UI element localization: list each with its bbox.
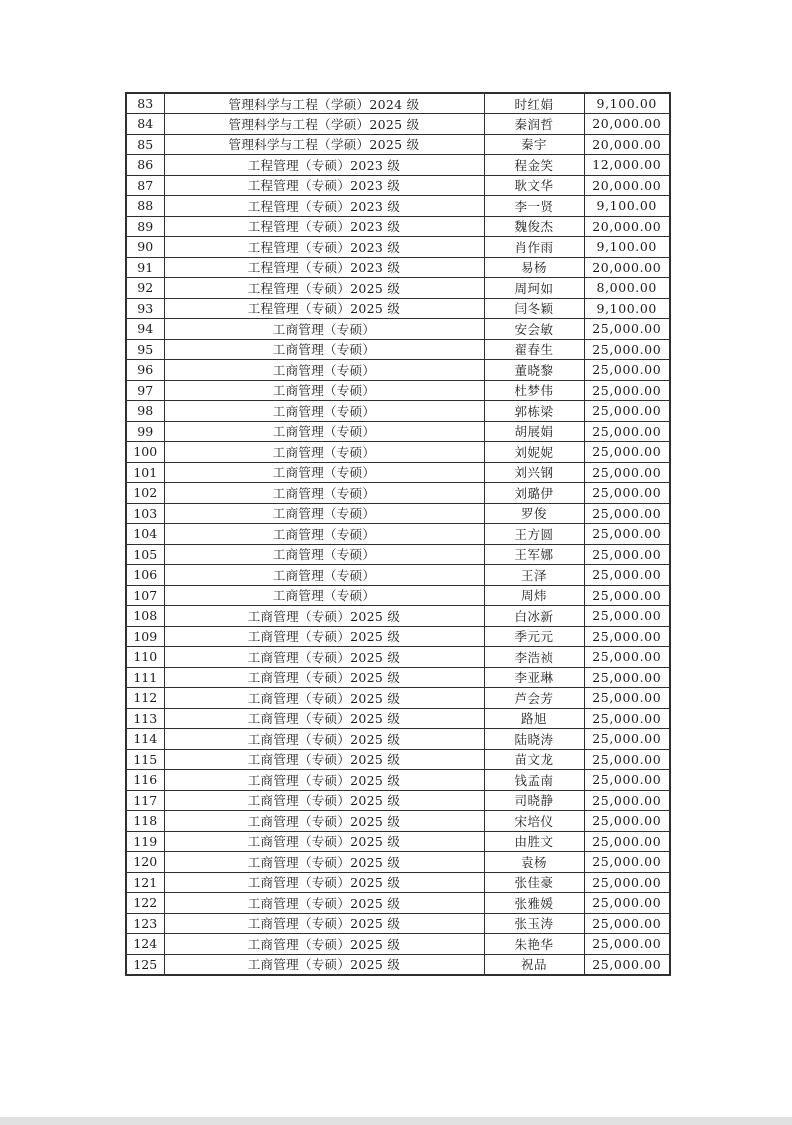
student-name-cell: 袁杨 — [484, 852, 584, 873]
row-number-cell: 123 — [126, 913, 164, 934]
student-name-cell: 刘兴钢 — [484, 462, 584, 483]
program-cell: 工商管理（专硕）2025 级 — [164, 811, 484, 832]
amount-cell: 25,000.00 — [584, 729, 670, 750]
student-name-cell: 朱艳华 — [484, 934, 584, 955]
program-cell: 工商管理（专硕） — [164, 483, 484, 504]
row-number-cell: 94 — [126, 319, 164, 340]
amount-cell: 20,000.00 — [584, 216, 670, 237]
amount-cell: 25,000.00 — [584, 831, 670, 852]
amount-cell: 25,000.00 — [584, 421, 670, 442]
program-cell: 工商管理（专硕）2025 级 — [164, 934, 484, 955]
student-name-cell: 闫冬颖 — [484, 298, 584, 319]
table-row — [126, 298, 670, 319]
table-row — [126, 380, 670, 401]
table-row — [126, 708, 670, 729]
table-row — [126, 196, 670, 217]
row-number-cell: 97 — [126, 380, 164, 401]
program-cell: 工商管理（专硕）2025 级 — [164, 626, 484, 647]
student-name-cell: 程金笑 — [484, 155, 584, 176]
amount-cell: 25,000.00 — [584, 483, 670, 504]
student-name-cell: 翟春生 — [484, 339, 584, 360]
student-name-cell: 易杨 — [484, 257, 584, 278]
program-cell: 工商管理（专硕） — [164, 421, 484, 442]
table-row — [126, 319, 670, 340]
student-name-cell: 郭栋梁 — [484, 401, 584, 422]
row-number-cell: 121 — [126, 872, 164, 893]
student-name-cell: 司晓静 — [484, 790, 584, 811]
amount-cell: 8,000.00 — [584, 278, 670, 299]
amount-cell: 25,000.00 — [584, 913, 670, 934]
student-name-cell: 王军娜 — [484, 544, 584, 565]
amount-cell: 25,000.00 — [584, 934, 670, 955]
row-number-cell: 101 — [126, 462, 164, 483]
row-number-cell: 118 — [126, 811, 164, 832]
row-number-cell: 98 — [126, 401, 164, 422]
row-number-cell: 120 — [126, 852, 164, 873]
row-number-cell: 117 — [126, 790, 164, 811]
table-row — [126, 93, 670, 114]
program-cell: 工商管理（专硕）2025 级 — [164, 954, 484, 975]
amount-cell: 25,000.00 — [584, 811, 670, 832]
table-row — [126, 175, 670, 196]
row-number-cell: 99 — [126, 421, 164, 442]
row-number-cell: 113 — [126, 708, 164, 729]
student-name-cell: 李一贤 — [484, 196, 584, 217]
student-name-cell: 耿文华 — [484, 175, 584, 196]
amount-cell: 25,000.00 — [584, 380, 670, 401]
program-cell: 工商管理（专硕） — [164, 360, 484, 381]
program-cell: 管理科学与工程（学硕）2024 级 — [164, 93, 484, 114]
amount-cell: 25,000.00 — [584, 893, 670, 914]
table-row — [126, 462, 670, 483]
table-row — [126, 626, 670, 647]
table-row — [126, 544, 670, 565]
program-cell: 管理科学与工程（学硕）2025 级 — [164, 134, 484, 155]
table-row — [126, 257, 670, 278]
table-container — [125, 92, 671, 976]
row-number-cell: 86 — [126, 155, 164, 176]
student-name-cell: 董晓黎 — [484, 360, 584, 381]
row-number-cell: 89 — [126, 216, 164, 237]
table-row — [126, 216, 670, 237]
program-cell: 工商管理（专硕） — [164, 462, 484, 483]
table-row — [126, 483, 670, 504]
student-name-cell: 路旭 — [484, 708, 584, 729]
student-name-cell: 王方圆 — [484, 524, 584, 545]
amount-cell: 9,100.00 — [584, 93, 670, 114]
row-number-cell: 112 — [126, 688, 164, 709]
row-number-cell: 114 — [126, 729, 164, 750]
row-number-cell: 88 — [126, 196, 164, 217]
amount-cell: 25,000.00 — [584, 606, 670, 627]
student-name-cell: 罗俊 — [484, 503, 584, 524]
table-row — [126, 913, 670, 934]
amount-cell: 25,000.00 — [584, 708, 670, 729]
table-row — [126, 360, 670, 381]
table-body — [126, 93, 670, 975]
table-row — [126, 421, 670, 442]
amount-cell: 25,000.00 — [584, 626, 670, 647]
amount-cell: 20,000.00 — [584, 114, 670, 135]
program-cell: 工程管理（专硕）2023 级 — [164, 175, 484, 196]
table-row — [126, 831, 670, 852]
student-name-cell: 白冰新 — [484, 606, 584, 627]
table-row — [126, 524, 670, 545]
row-number-cell: 106 — [126, 565, 164, 586]
student-name-cell: 时红娟 — [484, 93, 584, 114]
row-number-cell: 84 — [126, 114, 164, 135]
amount-cell: 25,000.00 — [584, 667, 670, 688]
amount-cell: 9,100.00 — [584, 237, 670, 258]
amount-cell: 20,000.00 — [584, 134, 670, 155]
program-cell: 工程管理（专硕）2023 级 — [164, 257, 484, 278]
table-row — [126, 770, 670, 791]
table-row — [126, 872, 670, 893]
student-name-cell: 李浩祯 — [484, 647, 584, 668]
table-row — [126, 954, 670, 975]
row-number-cell: 102 — [126, 483, 164, 504]
program-cell: 工商管理（专硕） — [164, 401, 484, 422]
program-cell: 工商管理（专硕）2025 级 — [164, 893, 484, 914]
student-name-cell: 安会敏 — [484, 319, 584, 340]
program-cell: 工商管理（专硕） — [164, 319, 484, 340]
amount-cell: 25,000.00 — [584, 954, 670, 975]
amount-cell: 25,000.00 — [584, 565, 670, 586]
program-cell: 工商管理（专硕） — [164, 442, 484, 463]
table-row — [126, 565, 670, 586]
student-name-cell: 胡展娟 — [484, 421, 584, 442]
program-cell: 工商管理（专硕）2025 级 — [164, 852, 484, 873]
program-cell: 工商管理（专硕） — [164, 503, 484, 524]
program-cell: 工商管理（专硕） — [164, 380, 484, 401]
program-cell: 工商管理（专硕） — [164, 544, 484, 565]
student-name-cell: 张雅媛 — [484, 893, 584, 914]
student-name-cell: 钱孟南 — [484, 770, 584, 791]
row-number-cell: 91 — [126, 257, 164, 278]
amount-cell: 25,000.00 — [584, 462, 670, 483]
program-cell: 工商管理（专硕）2025 级 — [164, 729, 484, 750]
table-row — [126, 893, 670, 914]
row-number-cell: 85 — [126, 134, 164, 155]
amount-cell: 25,000.00 — [584, 524, 670, 545]
row-number-cell: 125 — [126, 954, 164, 975]
table-row — [126, 134, 670, 155]
table-row — [126, 852, 670, 873]
program-cell: 工商管理（专硕）2025 级 — [164, 913, 484, 934]
table-row — [126, 934, 670, 955]
table-row — [126, 278, 670, 299]
program-cell: 工商管理（专硕）2025 级 — [164, 790, 484, 811]
amount-cell: 25,000.00 — [584, 442, 670, 463]
student-name-cell: 祝品 — [484, 954, 584, 975]
program-cell: 管理科学与工程（学硕）2025 级 — [164, 114, 484, 135]
student-name-cell: 宋培仪 — [484, 811, 584, 832]
student-name-cell: 魏俊杰 — [484, 216, 584, 237]
row-number-cell: 90 — [126, 237, 164, 258]
table-row — [126, 114, 670, 135]
program-cell: 工程管理（专硕）2025 级 — [164, 278, 484, 299]
program-cell: 工程管理（专硕）2023 级 — [164, 196, 484, 217]
program-cell: 工商管理（专硕）2025 级 — [164, 749, 484, 770]
amount-cell: 12,000.00 — [584, 155, 670, 176]
row-number-cell: 103 — [126, 503, 164, 524]
program-cell: 工商管理（专硕） — [164, 565, 484, 586]
program-cell: 工程管理（专硕）2025 级 — [164, 298, 484, 319]
student-name-cell: 杜梦伟 — [484, 380, 584, 401]
row-number-cell: 95 — [126, 339, 164, 360]
row-number-cell: 93 — [126, 298, 164, 319]
row-number-cell: 100 — [126, 442, 164, 463]
amount-cell: 25,000.00 — [584, 852, 670, 873]
page-bottom-edge — [0, 1117, 792, 1125]
amount-cell: 25,000.00 — [584, 360, 670, 381]
student-name-cell: 李亚琳 — [484, 667, 584, 688]
row-number-cell: 111 — [126, 667, 164, 688]
program-cell: 工商管理（专硕）2025 级 — [164, 647, 484, 668]
table-row — [126, 688, 670, 709]
table-row — [126, 667, 670, 688]
table-row — [126, 237, 670, 258]
program-cell: 工商管理（专硕）2025 级 — [164, 831, 484, 852]
amount-cell: 25,000.00 — [584, 749, 670, 770]
table-row — [126, 339, 670, 360]
student-name-cell: 由胜文 — [484, 831, 584, 852]
program-cell: 工商管理（专硕）2025 级 — [164, 667, 484, 688]
amount-cell: 25,000.00 — [584, 585, 670, 606]
student-name-cell: 陆晓涛 — [484, 729, 584, 750]
program-cell: 工商管理（专硕） — [164, 339, 484, 360]
program-cell: 工程管理（专硕）2023 级 — [164, 155, 484, 176]
amount-cell: 20,000.00 — [584, 257, 670, 278]
row-number-cell: 105 — [126, 544, 164, 565]
row-number-cell: 104 — [126, 524, 164, 545]
student-name-cell: 王泽 — [484, 565, 584, 586]
program-cell: 工程管理（专硕）2023 级 — [164, 237, 484, 258]
amount-cell: 20,000.00 — [584, 175, 670, 196]
student-name-cell: 刘妮妮 — [484, 442, 584, 463]
program-cell: 工程管理（专硕）2023 级 — [164, 216, 484, 237]
table-row — [126, 585, 670, 606]
row-number-cell: 124 — [126, 934, 164, 955]
amount-cell: 25,000.00 — [584, 770, 670, 791]
amount-cell: 9,100.00 — [584, 196, 670, 217]
amount-cell: 25,000.00 — [584, 319, 670, 340]
program-cell: 工商管理（专硕）2025 级 — [164, 606, 484, 627]
row-number-cell: 92 — [126, 278, 164, 299]
program-cell: 工商管理（专硕）2025 级 — [164, 872, 484, 893]
student-name-cell: 肖作雨 — [484, 237, 584, 258]
program-cell: 工商管理（专硕）2025 级 — [164, 708, 484, 729]
row-number-cell: 116 — [126, 770, 164, 791]
row-number-cell: 119 — [126, 831, 164, 852]
table-row — [126, 749, 670, 770]
program-cell: 工商管理（专硕） — [164, 585, 484, 606]
student-name-cell: 周炜 — [484, 585, 584, 606]
amount-cell: 25,000.00 — [584, 401, 670, 422]
program-cell: 工商管理（专硕） — [164, 524, 484, 545]
student-name-cell: 张玉涛 — [484, 913, 584, 934]
amount-cell: 9,100.00 — [584, 298, 670, 319]
table-row — [126, 606, 670, 627]
amount-cell: 25,000.00 — [584, 647, 670, 668]
program-cell: 工商管理（专硕）2025 级 — [164, 770, 484, 791]
row-number-cell: 83 — [126, 93, 164, 114]
row-number-cell: 87 — [126, 175, 164, 196]
scholarship-table — [125, 92, 671, 976]
amount-cell: 25,000.00 — [584, 339, 670, 360]
student-name-cell: 秦宇 — [484, 134, 584, 155]
table-row — [126, 790, 670, 811]
table-row — [126, 729, 670, 750]
student-name-cell: 苗文龙 — [484, 749, 584, 770]
student-name-cell: 刘璐伊 — [484, 483, 584, 504]
amount-cell: 25,000.00 — [584, 544, 670, 565]
student-name-cell: 张佳豪 — [484, 872, 584, 893]
student-name-cell: 季元元 — [484, 626, 584, 647]
program-cell: 工商管理（专硕）2025 级 — [164, 688, 484, 709]
amount-cell: 25,000.00 — [584, 872, 670, 893]
row-number-cell: 109 — [126, 626, 164, 647]
student-name-cell: 周珂如 — [484, 278, 584, 299]
row-number-cell: 110 — [126, 647, 164, 668]
table-row — [126, 155, 670, 176]
row-number-cell: 108 — [126, 606, 164, 627]
amount-cell: 25,000.00 — [584, 790, 670, 811]
table-row — [126, 647, 670, 668]
amount-cell: 25,000.00 — [584, 503, 670, 524]
table-row — [126, 442, 670, 463]
table-row — [126, 401, 670, 422]
row-number-cell: 96 — [126, 360, 164, 381]
row-number-cell: 115 — [126, 749, 164, 770]
row-number-cell: 122 — [126, 893, 164, 914]
table-row — [126, 811, 670, 832]
row-number-cell: 107 — [126, 585, 164, 606]
table-row — [126, 503, 670, 524]
student-name-cell: 芦会芳 — [484, 688, 584, 709]
student-name-cell: 秦润哲 — [484, 114, 584, 135]
amount-cell: 25,000.00 — [584, 688, 670, 709]
